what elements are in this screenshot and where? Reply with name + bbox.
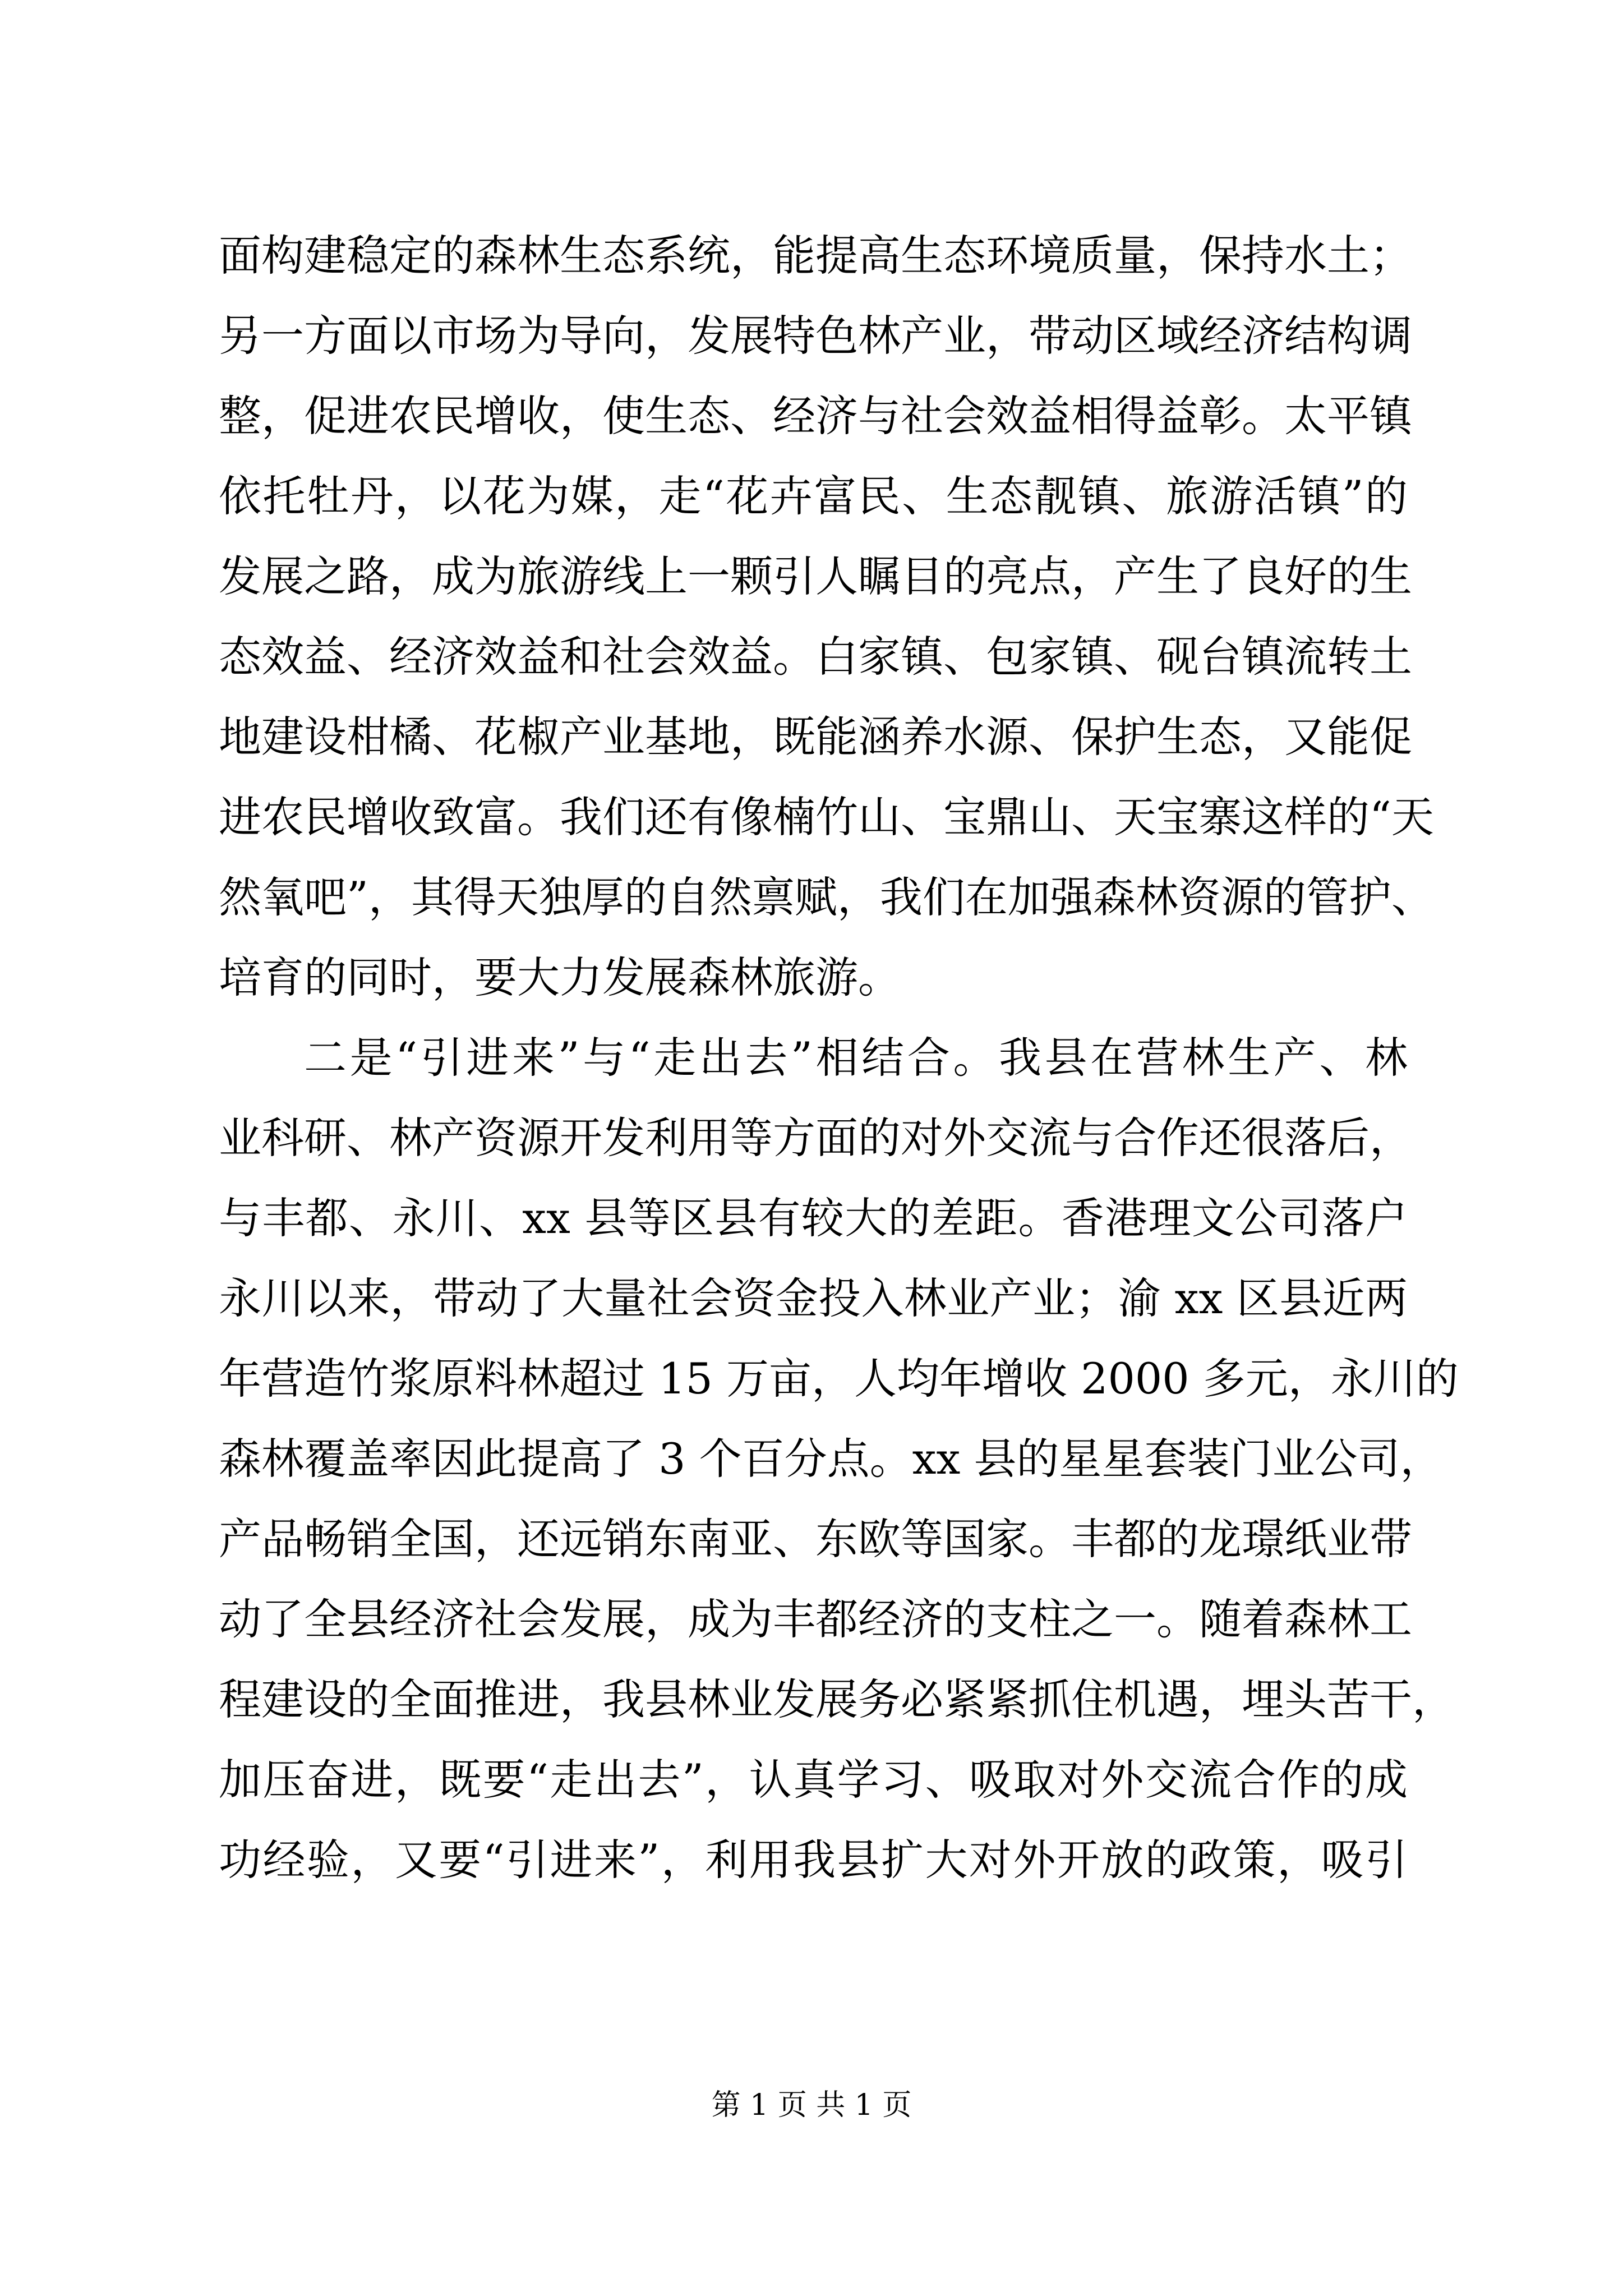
text-line: 动了全县经济社会发展，成为丰都经济的支柱之一。随着森林工 [219,1594,1412,1644]
text-line: 产品畅销全国，还远销东南亚、东欧等国家。丰都的龙璟纸业带 [219,1514,1412,1564]
text-line: 培育的同时，要大力发展森林旅游。 [219,953,901,1002]
text-line: 地建设柑橘、花椒产业基地，既能涵养水源、保护生态，又能促 [219,712,1412,762]
text-line: 森林覆盖率因此提高了 3 个百分点。xx 县的星星套装门业公司， [219,1434,1443,1484]
page-number: 第 1 页 共 1 页 [711,2088,912,2122]
text-line: 程建设的全面推进，我县林业发展务必紧紧抓住机遇，埋头苦干， [219,1674,1455,1724]
text-line: 业科研、林产资源开发利用等方面的对外交流与合作还很落后， [219,1113,1412,1163]
text-line: 与丰都、永川、xx 县等区县有较大的差距。香港理文公司落户 [219,1193,1408,1243]
text-line: 面构建稳定的森林生态系统，能提高生态环境质量，保持水土； [219,231,1412,280]
page-footer [0,2086,1623,2125]
text-line: 然氧吧”，其得天独厚的自然禀赋，我们在加强森林资源的管护、 [219,872,1434,922]
text-line: 永川以来，带动了大量社会资金投入林业产业；渝 xx 区县近两 [219,1273,1408,1323]
text-line: 发展之路，成为旅游线上一颗引人瞩目的亮点，产生了良好的生 [219,551,1412,601]
body-text [219,215,1459,1900]
text-line: 年营造竹浆原料林超过 15 万亩，人均年增收 2000 多元，永川的 [219,1354,1459,1404]
text-line: 另一方面以市场为导向，发展特色林产业，带动区域经济结构调 [219,311,1412,361]
text-line: 整，促进农民增收，使生态、经济与社会效益相得益彰。太平镇 [219,391,1412,441]
text-line: 依托牡丹，以花为媒，走“花卉富民、生态靓镇、旅游活镇”的 [219,471,1408,521]
text-line: 加压奋进，既要“走出去”，认真学习、吸取对外交流合作的成 [219,1755,1408,1805]
text-line: 态效益、经济效益和社会效益。白家镇、包家镇、砚台镇流转土 [219,632,1412,682]
text-line: 功经验，又要“引进来”，利用我县扩大对外开放的政策，吸引 [219,1835,1408,1885]
text-line: 二是“引进来”与“走出去”相结合。我县在营林生产、林 [304,1033,1408,1083]
text-line: 进农民增收致富。我们还有像楠竹山、宝鼎山、天宝寨这样的“天 [219,792,1434,842]
